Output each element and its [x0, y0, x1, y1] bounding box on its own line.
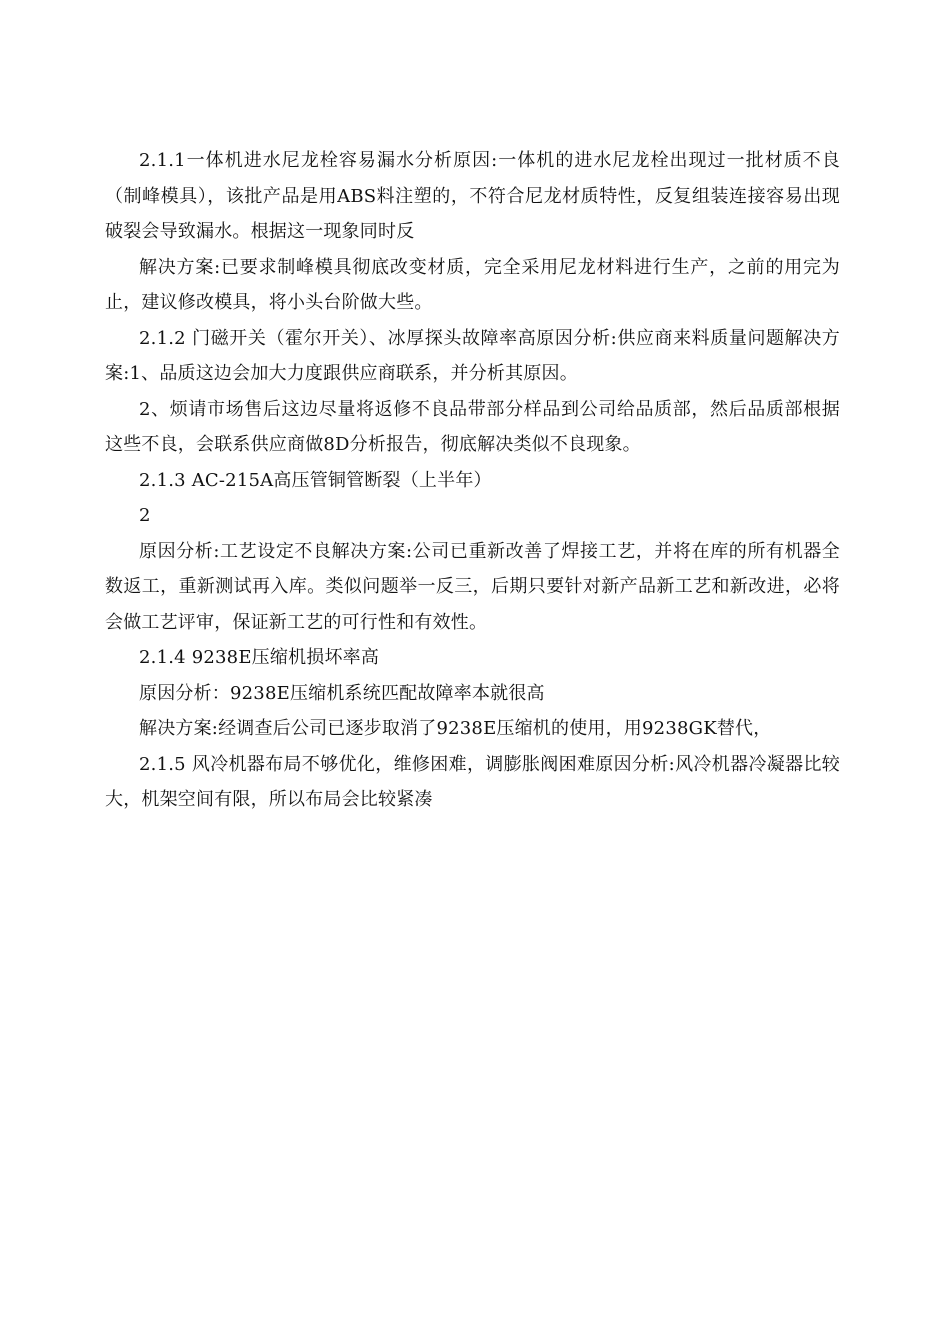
document-body [105, 143, 840, 818]
paragraph-2-1-3-analysis: 原因分析:工艺设定不良解决方案:公司已重新改善了焊接工艺，并将在库的所有机器全数返工，重新测试再入库。类似问题举一反三，后期只要针对新产品新工艺和新改进，必将会做工艺评审，保证新工艺的可行性和有效性。 [105, 540, 840, 633]
paragraph-2-1-4-heading: 2.1.4 9238E压缩机损坏率高 [139, 647, 380, 668]
paragraph-2-1-4-solution: 解决方案:经调查后公司已逐步取消了9238E压缩机的使用，用9238GK替代， [139, 718, 772, 739]
paragraph-2-1-1-problem: 2.1.1一体机进水尼龙栓容易漏水分析原因:一体机的进水尼龙栓出现过一批材质不良（制峰模具），该批产品是用ABS料注塑的，不符合尼龙材质特性，反复组装连接容易出现破裂会导致漏水。根据这一现象同时反 [105, 150, 840, 242]
paragraph-2-1-2-solution-2: 2、烦请市场售后这边尽量将返修不良品带部分样品到公司给品质部，然后品质部根据这些不良，会联系供应商做8D分析报告，彻底解决类似不良现象。 [105, 398, 840, 455]
paragraph-2-1-1-solution: 解决方案:已要求制峰模具彻底改变材质，完全采用尼龙材料进行生产，之前的用完为止，建议修改模具，将小头台阶做大些。 [105, 256, 840, 313]
paragraph-2-1-5-problem: 2.1.5 风冷机器布局不够优化，维修困难，调膨胀阀困难原因分析:风冷机器冷凝器比较大，机架空间有限，所以布局会比较紧凑 [105, 753, 840, 810]
paragraph-2-1-2-problem: 2.1.2 门磁开关（霍尔开关）、冰厚探头故障率高原因分析:供应商来料质量问题解决方案:1、品质这边会加大力度跟供应商联系，并分析其原因。 [105, 327, 840, 384]
paragraph-2-1-4-analysis: 原因分析：9238E压缩机系统匹配故障率本就很高 [139, 682, 545, 704]
paragraph-2-1-3-heading: 2.1.3 AC-215A高压管铜管断裂（上半年） [139, 469, 492, 491]
page-number: 2 [139, 505, 151, 526]
